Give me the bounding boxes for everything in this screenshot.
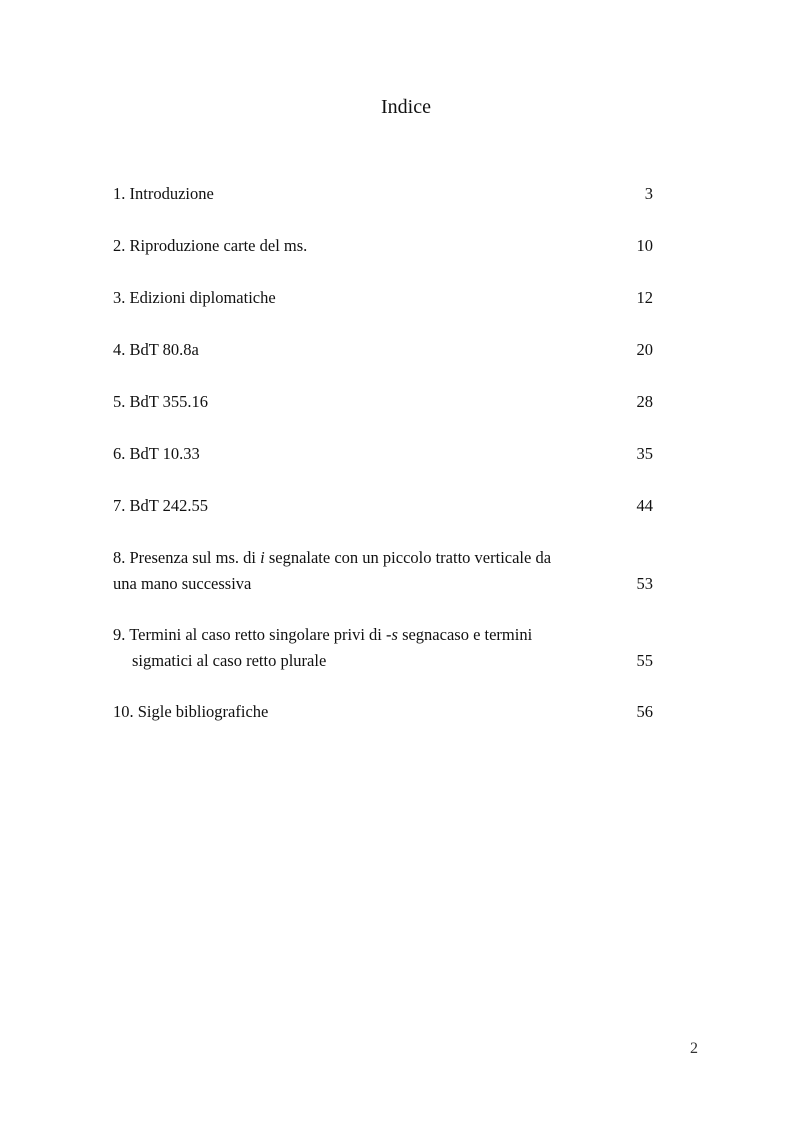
toc-entry-page: 53: [636, 574, 653, 593]
toc-entry-label-italic: s: [391, 625, 398, 644]
toc-entry-1: [113, 181, 653, 207]
toc-entry-page: 3: [644, 184, 653, 203]
toc-entry-2: [113, 233, 653, 259]
toc-entry-3: [113, 285, 653, 311]
toc-entry-page: 10: [636, 236, 653, 255]
toc-entry-label-line2: sigmatici al caso retto plurale: [132, 651, 327, 670]
toc-entry-page: 20: [636, 340, 653, 359]
toc-entry-label: 10. Sigle bibliografiche: [113, 702, 269, 721]
toc-entry-label: 5. BdT 355.16: [113, 392, 209, 411]
toc-entry-label-part: segnacaso e termini: [397, 625, 533, 644]
toc-entry-label: [113, 622, 613, 674]
toc-entry-label-part: segnalate con un piccolo tratto verticale da: [264, 548, 552, 567]
toc-entry-label: 3. Edizioni diplomatiche: [113, 288, 276, 307]
toc-entry-9: [113, 622, 653, 674]
toc-entry-page: 56: [636, 702, 653, 721]
toc-entry-5: [113, 389, 653, 415]
toc-entry-label: 6. BdT 10.33: [113, 444, 200, 463]
toc-entry-4: [113, 337, 653, 363]
page-title: Indice: [381, 96, 431, 118]
page-number: 2: [690, 1040, 698, 1057]
toc-entry-page: 35: [636, 444, 653, 463]
toc-entry-7: [113, 493, 653, 519]
toc-entry-label: 2. Riproduzione carte del ms.: [113, 236, 308, 255]
toc-entry-label-italic: i: [260, 548, 265, 567]
toc-entry-label-part: 8. Presenza sul ms. di: [113, 548, 261, 567]
toc-entry-label: 1. Introduzione: [113, 184, 214, 203]
toc-entry-page: 55: [636, 651, 653, 670]
toc-entry-page: 28: [636, 392, 653, 411]
toc-entry-6: [113, 441, 653, 467]
toc-entry-label: [113, 545, 613, 597]
toc-entry-label: 4. BdT 80.8a: [113, 340, 199, 359]
toc-entry-8: [113, 545, 653, 597]
toc-entry-label-line2: una mano successiva: [113, 574, 252, 593]
toc-entry-page: 12: [636, 288, 653, 307]
toc-entry-label-part: 9. Termini al caso retto singolare privi di -: [113, 625, 392, 644]
toc-entry-page: 44: [636, 496, 653, 515]
table-of-contents: [113, 181, 653, 725]
toc-entry-10: [113, 699, 653, 725]
toc-entry-label: 7. BdT 242.55: [113, 496, 209, 515]
